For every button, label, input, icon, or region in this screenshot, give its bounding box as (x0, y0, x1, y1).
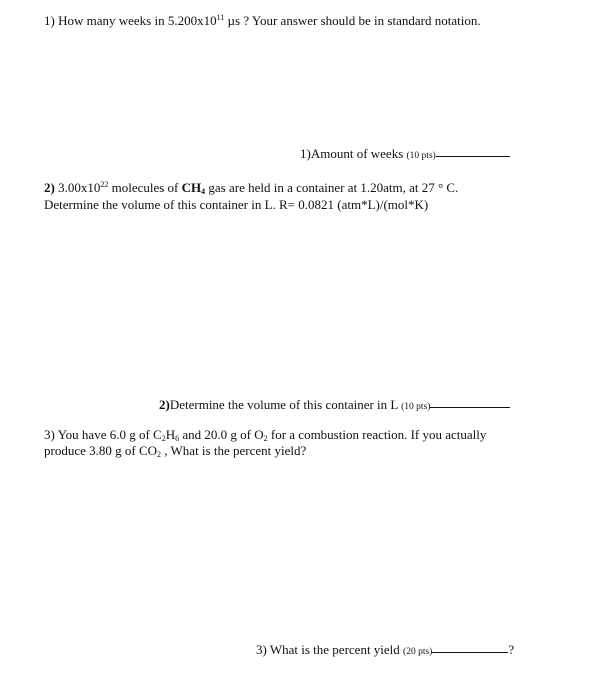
answer-3-line (256, 642, 514, 660)
answer-3-label: 3) What is the percent yield (256, 642, 400, 657)
answer-1-points: (10 pts) (406, 151, 436, 161)
question-3-line-2: produce 3.80 g of $CO_2$ , What is the percent yield? (44, 443, 307, 459)
question-2-line-1: 2) $3.00x10^{22}$ molecules of $CH_4$ gas are held in a container at 1.20atm, at 27 ° C. (44, 180, 459, 196)
answer-2-points: (10 pts) (401, 402, 431, 412)
answer-3-blank[interactable] (432, 652, 508, 653)
answer-2-blank[interactable] (430, 407, 510, 408)
answer-2-line: 2)Determine the volume of this container in L (10 pts) (159, 397, 510, 415)
answer-3-end: ? (508, 642, 515, 657)
q2-exponent: 22 (100, 180, 109, 189)
question-1-text: 1) How many weeks in $5.200x10^{11}$ µs ? Your answer should be in standard notation. (44, 13, 481, 28)
question-3-line-1: 3) You have 6.0 g of $C_2H_6$ and 20.0 g of $O_2$ for a combustion reaction. If you actually (44, 427, 487, 443)
answer-1-label: 1)Amount of weeks (300, 146, 404, 161)
methane-formula: $CH_4$ (181, 180, 206, 196)
question-2-line-2: Determine the volume of this container in L. R= 0.0821 (atm*L)/(mol*K) (44, 197, 429, 212)
q1-exponent: 11 (216, 13, 225, 22)
answer-2-label: Determine the volume of this container in L (169, 397, 398, 412)
answer-3-points: (20 pts) (403, 647, 433, 657)
answer-1-blank[interactable] (436, 156, 510, 157)
answer-1-line (300, 146, 510, 164)
